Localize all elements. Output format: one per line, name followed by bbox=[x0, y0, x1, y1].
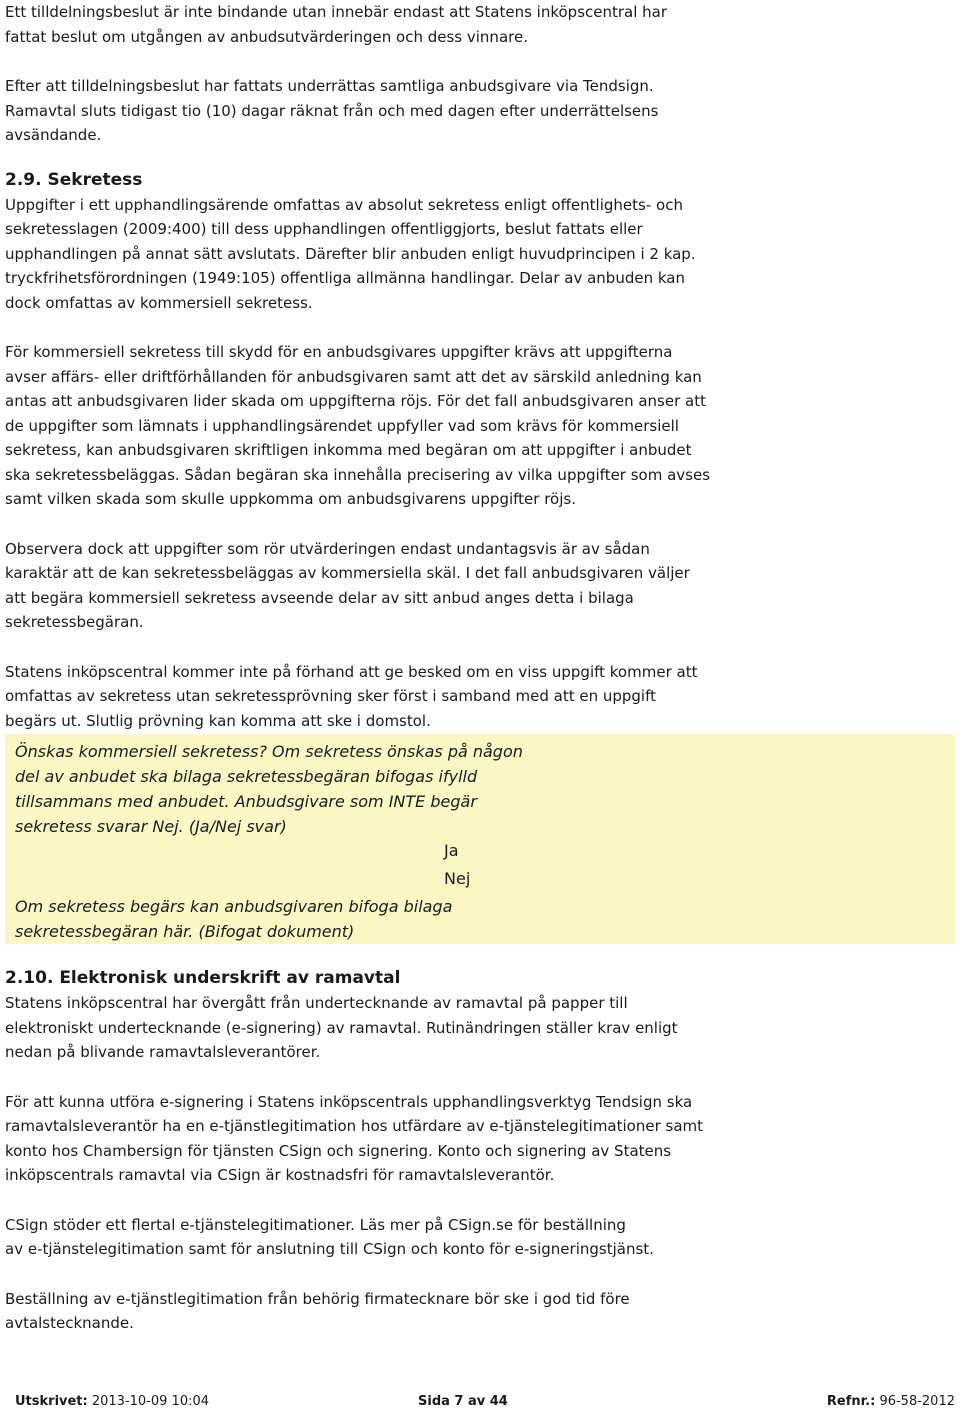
section-heading-elektronisk-underskrift: 2.10. Elektronisk underskrift av ramavtal bbox=[5, 968, 401, 988]
secrecy-question-text: Önskas kommersiell sekretess? Om sekretess önskas på någon del av anbudet ska bilaga sekretessbegäran bifogas ifylld tillsammans med anbudet. Anbudsgivare som INTE begär sekretess svarar Nej. (Ja/Nej svar) bbox=[15, 742, 523, 836]
page-number: Sida 7 av 44 bbox=[418, 1394, 508, 1409]
printed-date: Utskrivet: 2013-10-09 10:04 bbox=[15, 1394, 210, 1409]
intro-paragraph-2: Efter att tilldelningsbeslut har fattats underrättas samtliga anbudsgivare via Tendsign. Ramavtal sluts tidigast tio (10) dagar räknat från och med dagen efter underrättelsens avsändande. bbox=[5, 77, 659, 144]
underskrift-paragraph-1: Statens inköpscentral har övergått från undertecknande av ramavtal på papper till elektroniskt undertecknande (e-signering) av ramavtal. Rutinändringen ställer krav enligt nedan på blivande ramavtalsleverantörer. bbox=[5, 994, 678, 1061]
attachment-instruction[interactable]: Om sekretess begärs kan anbudsgivaren bifoga bilaga sekretessbegäran här. (Bifogat dokument) bbox=[15, 897, 453, 941]
document-page-lower bbox=[5, 965, 955, 1336]
underskrift-paragraph-3: CSign stöder ett flertal e-tjänstelegitimationer. Läs mer på CSign.se för beställning av e-tjänstelegitimation samt för anslutning till CSign och konto för e-signeringstjänst. bbox=[5, 1215, 654, 1258]
sekretess-paragraph-4: Statens inköpscentral kommer inte på förhand att ge besked om en viss uppgift kommer att omfattas av sekretess utan sekretessprövning sker först i samband med att en uppgift begärs ut. Slutlig prövning kan komma att ske i domstol. bbox=[5, 662, 698, 730]
page-footer bbox=[15, 1393, 955, 1411]
document-page bbox=[5, 0, 955, 733]
answer-option-yes[interactable]: Ja bbox=[444, 841, 459, 860]
sekretess-paragraph-3: Observera dock att uppgifter som rör utvärderingen endast undantagsvis är av sådan karaktär att de kan sekretessbeläggas av kommersiella skäl. I det fall anbudsgivaren väljer att begära kommersiell sekretess avseende delar av sitt anbud anges detta i bilaga sekretessbegäran. bbox=[5, 539, 690, 631]
underskrift-paragraph-4: Beställning av e-tjänstlegitimation från behörig firmatecknare bör ske i god tid före avtalstecknande. bbox=[5, 1289, 630, 1332]
underskrift-paragraph-2: För att kunna utföra e-signering i Statens inköpscentrals upphandlingsverktyg Tendsign ska ramavtalsleverantör ha en e-tjänstlegitimation hos utfärdare av e-tjänstelegitimationer samt konto hos Chambersign för tjänsten CSign och signering. Konto och signering av Statens inköpscentrals ramavtal via CSign är kostnadsfri för ramavtalsleverantör. bbox=[5, 1092, 704, 1184]
answer-option-no[interactable]: Nej bbox=[444, 869, 471, 888]
reference-number: Refnr.: 96-58-2012 bbox=[826, 1394, 955, 1409]
secrecy-question-box bbox=[5, 734, 955, 944]
sekretess-paragraph-1: Uppgifter i ett upphandlingsärende omfattas av absolut sekretess enligt offentlighets- och sekretesslagen (2009:400) till dess upphandlingen offentliggjorts, beslut fattats eller upphandlingen på annat sätt avslutats. Därefter blir anbuden enligt huvudprincipen i 2 kap. tryckfrihetsförordningen (1949:105) offentliga allmänna handlingar. Delar av anbuden kan dock omfattas av kommersiell sekretess. bbox=[5, 195, 696, 312]
sekretess-paragraph-2: För kommersiell sekretess till skydd för en anbudsgivares uppgifter krävs att uppgifterna avser affärs- eller driftförhållanden för anbudsgivaren samt att det av särskild anledning kan antas att anbudsgivaren lider skada om uppgifterna röjs. För det fall anbudsgivaren anser att de uppgifter som lämnats i upphandlingsärendet uppfyller vad som krävs för kommersiell sekretess, kan anbudsgivaren skriftligen inkomma med begäran om att uppgifter i anbudet ska sekretessbeläggas. Sådan begäran ska innehålla precisering av vilka uppgifter som avses samt vilken skada som skulle uppkomma om anbudsgivarens uppgifter röjs. bbox=[5, 343, 711, 508]
section-heading-sekretess: 2.9. Sekretess bbox=[5, 169, 143, 190]
intro-paragraph-1: Ett tilldelningsbeslut är inte bindande utan innebär endast att Statens inköpscentral har fattat beslut om utgången av anbudsutvärderingen och dess vinnare. bbox=[5, 3, 668, 46]
